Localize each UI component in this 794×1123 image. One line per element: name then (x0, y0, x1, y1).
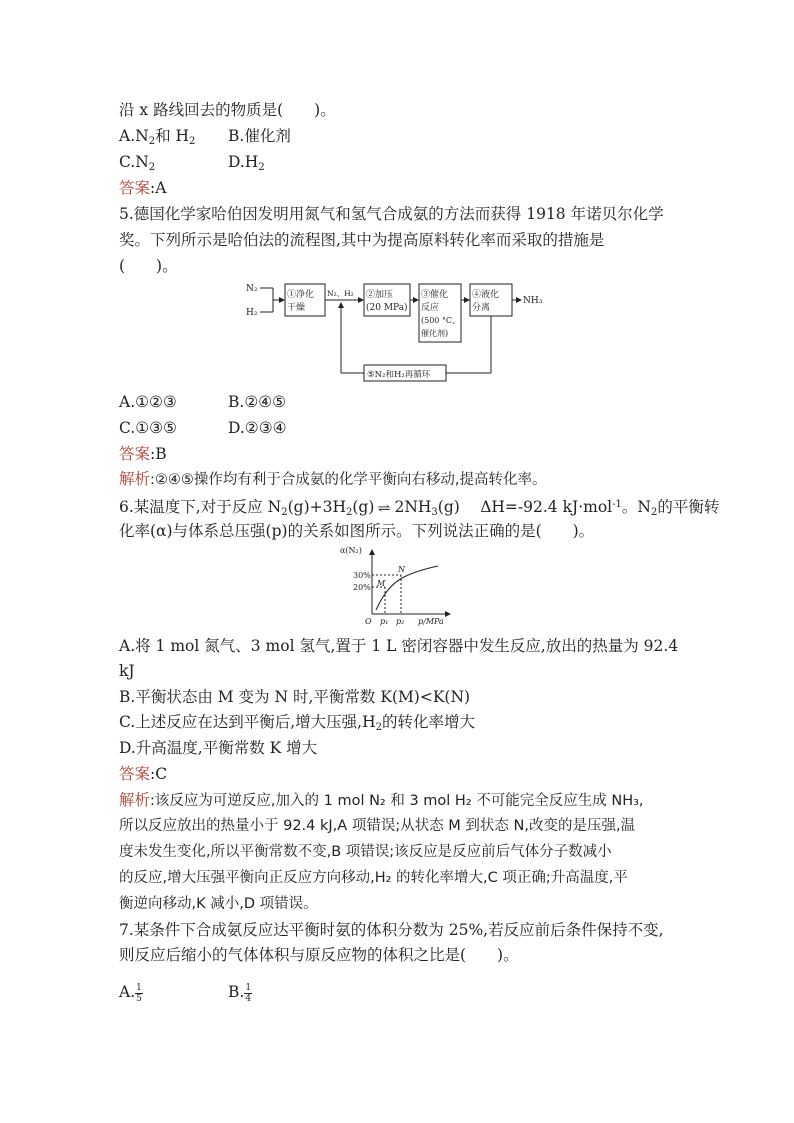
flow-step1-line2: 干燥 (287, 303, 306, 313)
q4-answer: 答案:A (119, 179, 167, 197)
flow-product: NH₃ (523, 296, 543, 306)
q4-option-c: $C.N_2$ (119, 153, 156, 173)
fraction-one-fifth: $\frac{1}{5}$ (136, 982, 142, 1004)
q6-option-c: C.上述反应在达到平衡后,增大压强$,H_2$的转化率增大 (119, 713, 475, 733)
q7-stem-line1: 7.某条件下合成氨反应达平衡时氨的体积分数为 25%,若反应前后条件保持不变, (119, 921, 664, 939)
q5-option-d: D.②③④ (228, 419, 287, 437)
q6-explanation-line3: 度未发生变化,所以平衡常数不变,B 项错误;该反应是反应前后气体分子数减小 (119, 844, 612, 860)
q6-explanation-line5: 衡逆向移动,K 减小,D 项错误。 (119, 896, 318, 912)
graph-x-tick-p2: p₂ (396, 617, 405, 626)
flow-mix-label: N₂、H₂ (327, 289, 354, 298)
flow-n2: N₂ (246, 284, 258, 294)
flow-step2-line1: ②加压 (366, 290, 394, 300)
flow-step3-line1: ③催化 (421, 290, 449, 300)
haber-flow-diagram (240, 278, 560, 383)
q6-explanation-line4: 的反应,增大压强平衡向正反应方向移动,H₂ 的转化率增大,C 项正确;升高温度,平 (119, 870, 628, 886)
q6-explanation-line1: 解析:该反应为可逆反应,加入的 1 mol N₂ 和 3 mol H₂ 不可能完全反应生成 NH₃, (119, 791, 644, 809)
q5-option-c: C.①③⑤ (119, 419, 177, 437)
q4-option-d: $D.H_2$ (228, 153, 265, 173)
q5-stem-line3: ( )。 (119, 257, 178, 275)
q6-stem-line1: 6.某温度下,对于反应 $N_2(g)+3H_2(g)$ ⇌ $2NH_3(g)$ ΔH=-92.4 kJ·mol$^{-1}$。$N_2$的平衡转 (119, 498, 720, 518)
q6-option-b: B.平衡状态由 M 变为 N 时,平衡常数 K(M)<K(N) (119, 688, 471, 706)
graph-y-label: α(N₂) (340, 546, 362, 555)
q5-stem-line2: 奖。下列所示是哈伯法的流程图,其中为提高原料转化率而采取的措施是 (119, 231, 605, 249)
graph-x-label: p/MPa (418, 617, 444, 626)
flow-step3-line4: 催化剂) (421, 329, 449, 338)
q4-option-b: B.催化剂 (228, 127, 291, 145)
q5-stem-line1: 5.德国化学家哈伯因发明用氮气和氢气合成氨的方法而获得 1918 年诺贝尔化学 (119, 205, 664, 223)
flow-step5-label: ⑤N₂和H₂再循环 (367, 370, 431, 380)
q6-stem-line2: 化率(α)与体系总压强(p)的关系如图所示。下列说法正确的是( )。 (119, 522, 595, 540)
flow-step3-line2: 反应 (421, 303, 440, 313)
q5-option-b: B.②④⑤ (228, 393, 287, 411)
q7-stem-line2: 则反应后缩小的气体体积与原反应物的体积之比是( )。 (119, 946, 519, 964)
q5-answer: 答案:B (119, 445, 167, 463)
q7-option-a: A. $\frac{1}{5}$ (119, 982, 142, 1004)
graph-point-n: N (398, 565, 405, 574)
flow-step4-line2: 分离 (472, 303, 491, 313)
equilibrium-arrow-icon: ⇌ (377, 501, 391, 515)
q7-option-b: B. $\frac{1}{4}$ (228, 982, 252, 1004)
q4-stem: 沿 x 路线回去的物质是( )。 (119, 101, 336, 119)
fraction-one-fourth: $\frac{1}{4}$ (245, 982, 252, 1004)
graph-origin: O (365, 617, 372, 626)
q5-option-a: A.①②③ (119, 393, 177, 411)
graph-point-m: M (377, 579, 386, 588)
q4-option-a: $A.N_2$和 $H_2$ (119, 127, 196, 147)
graph-y-tick-30: 30% (353, 571, 371, 580)
q6-explanation-line2: 所以反应放出的热量小于 92.4 kJ,A 项错误;从状态 M 到状态 N,改变的是压强,温 (119, 818, 636, 834)
flow-step2-line2: (20 MPa) (366, 303, 408, 313)
q6-answer: 答案:C (119, 765, 168, 783)
flow-h2: H₂ (246, 308, 258, 318)
conversion-pressure-graph (334, 542, 484, 628)
graph-y-tick-20: 20% (353, 583, 371, 592)
q6-option-d: D.升高温度,平衡常数 K 增大 (119, 739, 318, 757)
flow-step4-line1: ④液化 (472, 290, 500, 300)
flow-step3-line3: (500 °C、 (421, 316, 461, 325)
q5-explanation: 解析:②④⑤操作均有利于合成氨的化学平衡向右移动,提高转化率。 (119, 470, 547, 488)
flow-step1-line1: ①净化 (287, 290, 315, 300)
graph-x-tick-p1: p₁ (380, 617, 389, 626)
q6-option-a-line2: kJ (119, 662, 135, 680)
q6-option-a-line1: A.将 1 mol 氮气、3 mol 氢气,置于 1 L 密闭容器中发生反应,放出的热量为 92.4 (119, 637, 679, 655)
